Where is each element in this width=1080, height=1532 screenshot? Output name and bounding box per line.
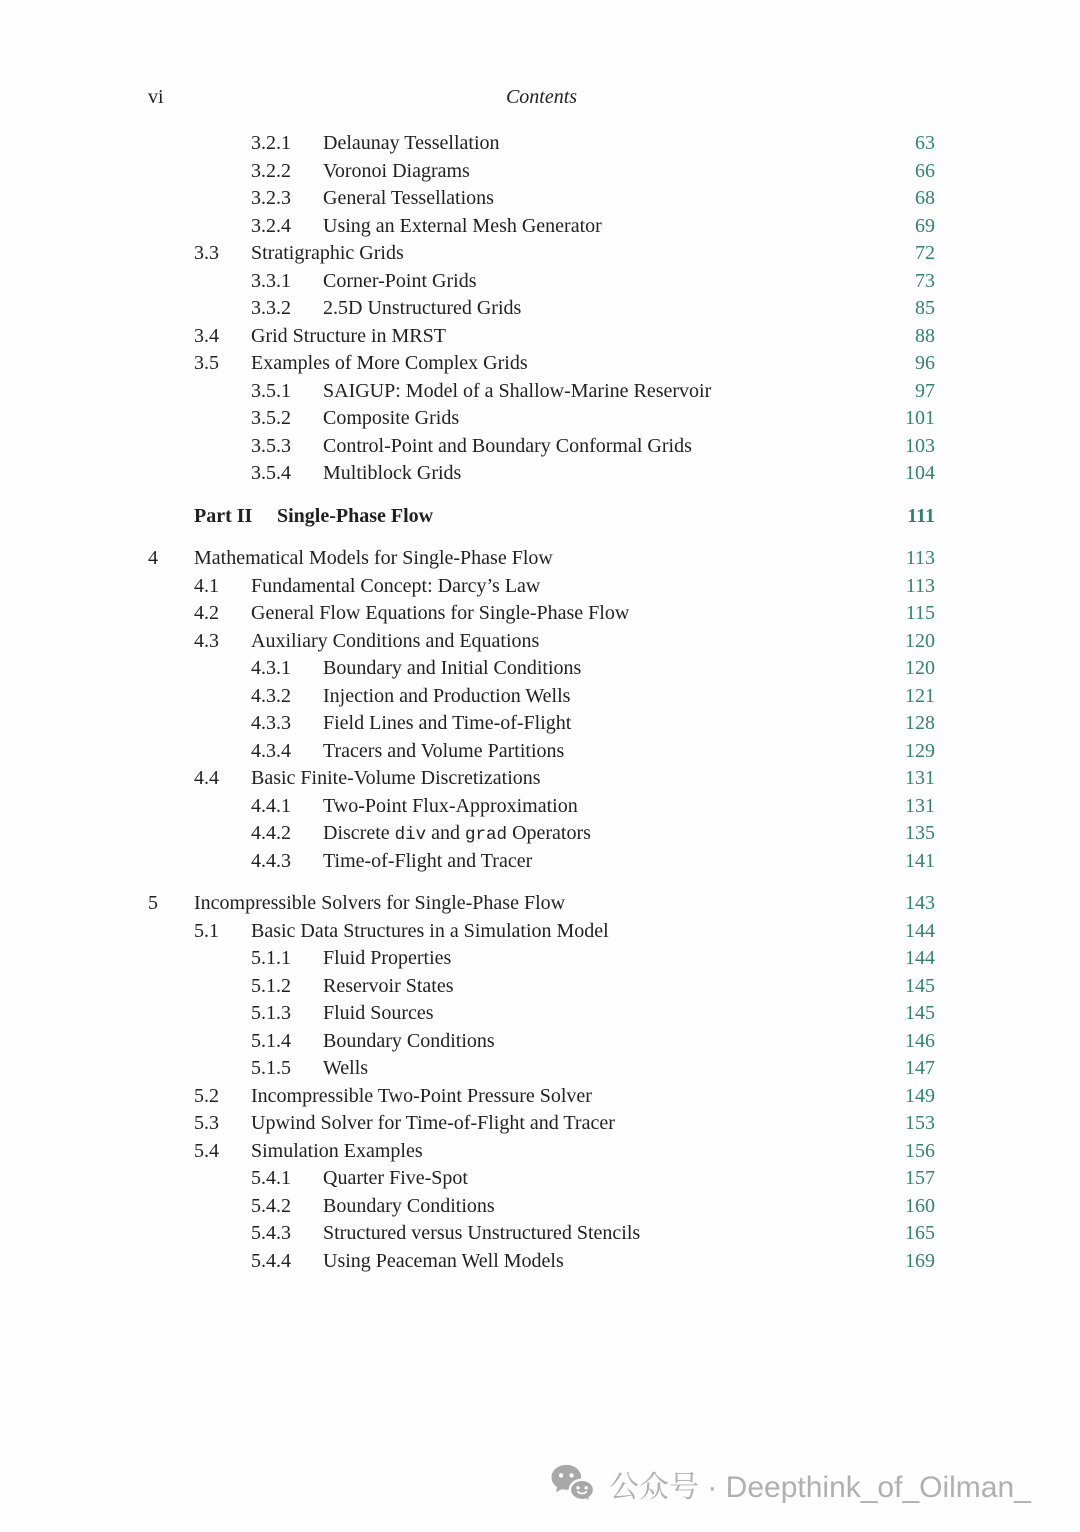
toc-entry-page: 85	[915, 297, 935, 319]
toc-entry-number: 4.4.1	[251, 794, 291, 817]
toc-entry	[148, 213, 935, 241]
toc-entry-number: 5.4.1	[251, 1167, 291, 1189]
toc-entry	[148, 295, 935, 323]
toc-entry-page: 66	[915, 159, 935, 182]
toc-entry-page: 68	[915, 187, 935, 209]
toc-entry-page: 72	[915, 242, 935, 264]
toc-entry	[148, 1220, 935, 1248]
toc-entry-page: 160	[905, 1194, 935, 1217]
toc-entry-number: 5.2	[194, 1084, 219, 1107]
toc-entry-page: 113	[905, 574, 935, 597]
toc-entry-title: Basic Finite-Volume Discretizations	[251, 767, 541, 789]
toc-entry	[148, 1028, 935, 1056]
toc-entry-number: 3.2.4	[251, 214, 291, 237]
toc-entry-title: Stratigraphic Grids	[251, 242, 404, 264]
toc-entry-number: 4.3.1	[251, 657, 291, 679]
toc-entry-title: Control-Point and Boundary Conformal Grids	[323, 434, 692, 457]
toc-entry-page: 101	[905, 407, 935, 429]
toc-entry-page: 145	[905, 1002, 935, 1024]
toc-entry-number: 4.4.3	[251, 849, 291, 872]
toc-entry	[148, 738, 935, 766]
toc-entry-page: 111	[907, 504, 935, 527]
toc-entry-number: 3.5.3	[251, 434, 291, 457]
toc-entry-number: 4.4.2	[251, 822, 291, 844]
toc-entry-page: 131	[905, 767, 935, 789]
toc-entry-number: 4.4	[194, 767, 219, 789]
toc-entry	[148, 973, 935, 1001]
toc-entry-page: 104	[905, 462, 935, 484]
toc-entry	[148, 1193, 935, 1221]
toc-entry-title: Injection and Production Wells	[323, 684, 571, 707]
toc-entry	[148, 945, 935, 973]
toc-entry-number: 3.5	[194, 352, 219, 374]
toc-entry-page: 169	[905, 1249, 935, 1272]
toc-entry	[148, 765, 935, 793]
toc-entry	[148, 268, 935, 296]
watermark	[550, 1462, 1031, 1506]
toc-entry-number: 3.3.1	[251, 269, 291, 292]
toc-entry-title: Fluid Properties	[323, 947, 452, 969]
toc-entry-title: Reservoir States	[323, 974, 454, 997]
toc-entry-number: 5.1.4	[251, 1029, 291, 1052]
toc-entry-title: Delaunay Tessellation	[323, 132, 500, 154]
toc-entry-page: 120	[905, 629, 935, 652]
toc-entry-title: Fundamental Concept: Darcy’s Law	[251, 574, 541, 597]
toc-entry-number: 3.4	[194, 324, 219, 347]
toc-entry	[148, 545, 935, 573]
toc-entry	[148, 655, 935, 683]
toc-entry-page: 97	[915, 379, 935, 402]
toc-entry	[148, 323, 935, 351]
toc-entry-title: Tracers and Volume Partitions	[323, 739, 565, 762]
toc-entry-title: Multiblock Grids	[323, 462, 462, 484]
toc-entry	[148, 158, 935, 186]
toc-entry-page: 69	[915, 214, 935, 237]
toc-entry	[148, 350, 935, 378]
toc-entry-page: 63	[915, 132, 935, 154]
toc-entry-number: 5.1.5	[251, 1057, 291, 1079]
toc-entry	[148, 1110, 935, 1138]
toc-entry-title: 2.5D Unstructured Grids	[323, 297, 522, 319]
toc-entry-number: 5.3	[194, 1112, 219, 1134]
toc-entry-page: 149	[905, 1084, 935, 1107]
toc-entry	[148, 378, 935, 406]
toc-entry-title: Single-Phase Flow	[277, 504, 434, 527]
toc-entry-number: 4.3	[194, 629, 219, 652]
toc-entry-page: 128	[905, 712, 935, 734]
toc-entry-title: Incompressible Solvers for Single-Phase Flow	[194, 892, 566, 914]
toc-entry-title: Grid Structure in MRST	[251, 324, 446, 347]
toc-entry-title: Quarter Five-Spot	[323, 1167, 468, 1189]
toc-entry-number: 5.4.2	[251, 1194, 291, 1217]
toc-entry-page: 156	[905, 1139, 935, 1162]
toc-entry-title: Structured versus Unstructured Stencils	[323, 1222, 641, 1244]
toc-entry	[148, 573, 935, 601]
toc-entry-page: 120	[905, 657, 935, 679]
toc-entry-page: 103	[905, 434, 935, 457]
toc-entry-page: 131	[905, 794, 935, 817]
toc-entry-number: 3.2.3	[251, 187, 291, 209]
toc-entry-number: 5.4.4	[251, 1249, 291, 1272]
toc-entry	[148, 1138, 935, 1166]
toc-entry-page: 88	[915, 324, 935, 347]
toc-entry-number: 5.1.3	[251, 1002, 291, 1024]
toc-entry-title: Using an External Mesh Generator	[323, 214, 602, 237]
toc-entry-title: Time-of-Flight and Tracer	[323, 849, 533, 872]
toc-entry-number: 4.1	[194, 574, 219, 597]
code-term: grad	[465, 825, 508, 845]
toc-entry-page: 153	[905, 1112, 935, 1134]
toc-entry-page: 147	[905, 1057, 935, 1079]
toc-entry-number: 3.5.4	[251, 462, 291, 484]
toc-entry-title: General Tessellations	[323, 187, 494, 209]
toc-entry-number: 5.4.3	[251, 1222, 291, 1244]
toc-entry-number: 3.3.2	[251, 297, 291, 319]
toc-entry-title: Examples of More Complex Grids	[251, 352, 528, 374]
toc-entry	[148, 918, 935, 946]
toc-entry	[148, 460, 935, 488]
toc-entry	[148, 185, 935, 213]
toc-entry	[148, 683, 935, 711]
toc-entry-title: SAIGUP: Model of a Shallow-Marine Reservoir	[323, 379, 712, 402]
toc-entry-page: 145	[905, 974, 935, 997]
toc-entry-page: 113	[905, 547, 935, 569]
toc-entry-number: 5	[148, 892, 158, 914]
toc-entry-number: 5.1.2	[251, 974, 291, 997]
toc-entry-number: 3.5.2	[251, 407, 291, 429]
toc-entry-title: Composite Grids	[323, 407, 460, 429]
toc-entry-number: 4.3.4	[251, 739, 291, 762]
toc-entry-number: Part II	[194, 504, 253, 527]
toc-entry-title: Using Peaceman Well Models	[323, 1249, 564, 1272]
toc-entry	[148, 1083, 935, 1111]
toc-entry	[148, 433, 935, 461]
toc-entry	[148, 1000, 935, 1028]
toc-entry-number: 4	[148, 547, 158, 569]
toc-entry-number: 4.2	[194, 602, 219, 624]
toc-entry-title: Two-Point Flux-Approximation	[323, 794, 578, 817]
toc-entry-page: 73	[915, 269, 935, 292]
toc-entry	[148, 130, 935, 158]
toc-entry	[148, 405, 935, 433]
toc-entry-page: 121	[905, 684, 935, 707]
toc-entry	[148, 628, 935, 656]
toc-entry	[148, 793, 935, 821]
toc-entry-title: Voronoi Diagrams	[323, 159, 470, 182]
toc-entry-title: Incompressible Two-Point Pressure Solver	[251, 1084, 592, 1107]
toc-entry-title: Upwind Solver for Time-of-Flight and Tracer	[251, 1112, 615, 1134]
toc-entry	[148, 848, 935, 876]
toc-entry-title: Discrete div and grad Operators	[323, 822, 591, 845]
toc-entry-title: General Flow Equations for Single-Phase Flow	[251, 602, 630, 624]
toc-entry-number: 3.2.2	[251, 159, 291, 182]
toc-entry	[148, 600, 935, 628]
toc-entry-page: 165	[905, 1222, 935, 1244]
toc-entry-page: 157	[905, 1167, 935, 1189]
toc-entry-page: 143	[905, 892, 935, 914]
toc-entry-number: 5.1.1	[251, 947, 291, 969]
toc-entry	[148, 1248, 935, 1276]
toc-entry	[148, 710, 935, 738]
toc-entry-number: 4.3.3	[251, 712, 291, 734]
toc-part-row	[148, 503, 935, 531]
toc-entry-title: Mathematical Models for Single-Phase Flow	[194, 547, 553, 569]
toc-entry	[148, 820, 935, 848]
wechat-icon	[550, 1463, 596, 1505]
toc-entry	[148, 1165, 935, 1193]
toc-entry-title: Boundary Conditions	[323, 1029, 495, 1052]
toc-entry-title: Basic Data Structures in a Simulation Model	[251, 919, 609, 942]
toc-entry-number: 3.2.1	[251, 132, 291, 154]
toc-entry-title: Boundary and Initial Conditions	[323, 657, 582, 679]
toc-entry-title: Boundary Conditions	[323, 1194, 495, 1217]
toc-entry-title: Field Lines and Time-of-Flight	[323, 712, 572, 734]
running-head: Contents	[505, 86, 578, 108]
toc-entry	[148, 1055, 935, 1083]
toc-entry-page: 96	[915, 352, 935, 374]
toc-entry-title: Wells	[323, 1057, 369, 1079]
toc-list	[148, 130, 935, 1275]
toc-entry-page: 129	[905, 739, 935, 762]
toc-entry-page: 115	[905, 602, 935, 624]
toc-entry-page: 135	[905, 822, 935, 844]
toc-entry	[148, 240, 935, 268]
page-folio: vi	[148, 86, 164, 108]
toc-entry-number: 3.3	[194, 242, 219, 264]
toc-entry-title: Auxiliary Conditions and Equations	[251, 629, 540, 652]
toc-entry-number: 5.1	[194, 919, 219, 942]
toc-entry-page: 146	[905, 1029, 935, 1052]
toc-entry-title: Simulation Examples	[251, 1139, 423, 1162]
toc-entry-number: 3.5.1	[251, 379, 291, 402]
toc-entry-title: Fluid Sources	[323, 1002, 434, 1024]
toc-entry-title: Corner-Point Grids	[323, 269, 477, 292]
page-header	[148, 86, 935, 110]
watermark-text: 公众号 · Deepthink_of_Oilman_	[609, 1471, 1031, 1504]
toc-entry-page: 144	[905, 919, 935, 942]
toc-entry-number: 5.4	[194, 1139, 219, 1162]
toc-entry-page: 144	[905, 947, 935, 969]
toc-entry-number: 4.3.2	[251, 684, 291, 707]
code-term: div	[394, 825, 427, 845]
toc-entry	[148, 890, 935, 918]
toc-entry-page: 141	[905, 849, 935, 872]
